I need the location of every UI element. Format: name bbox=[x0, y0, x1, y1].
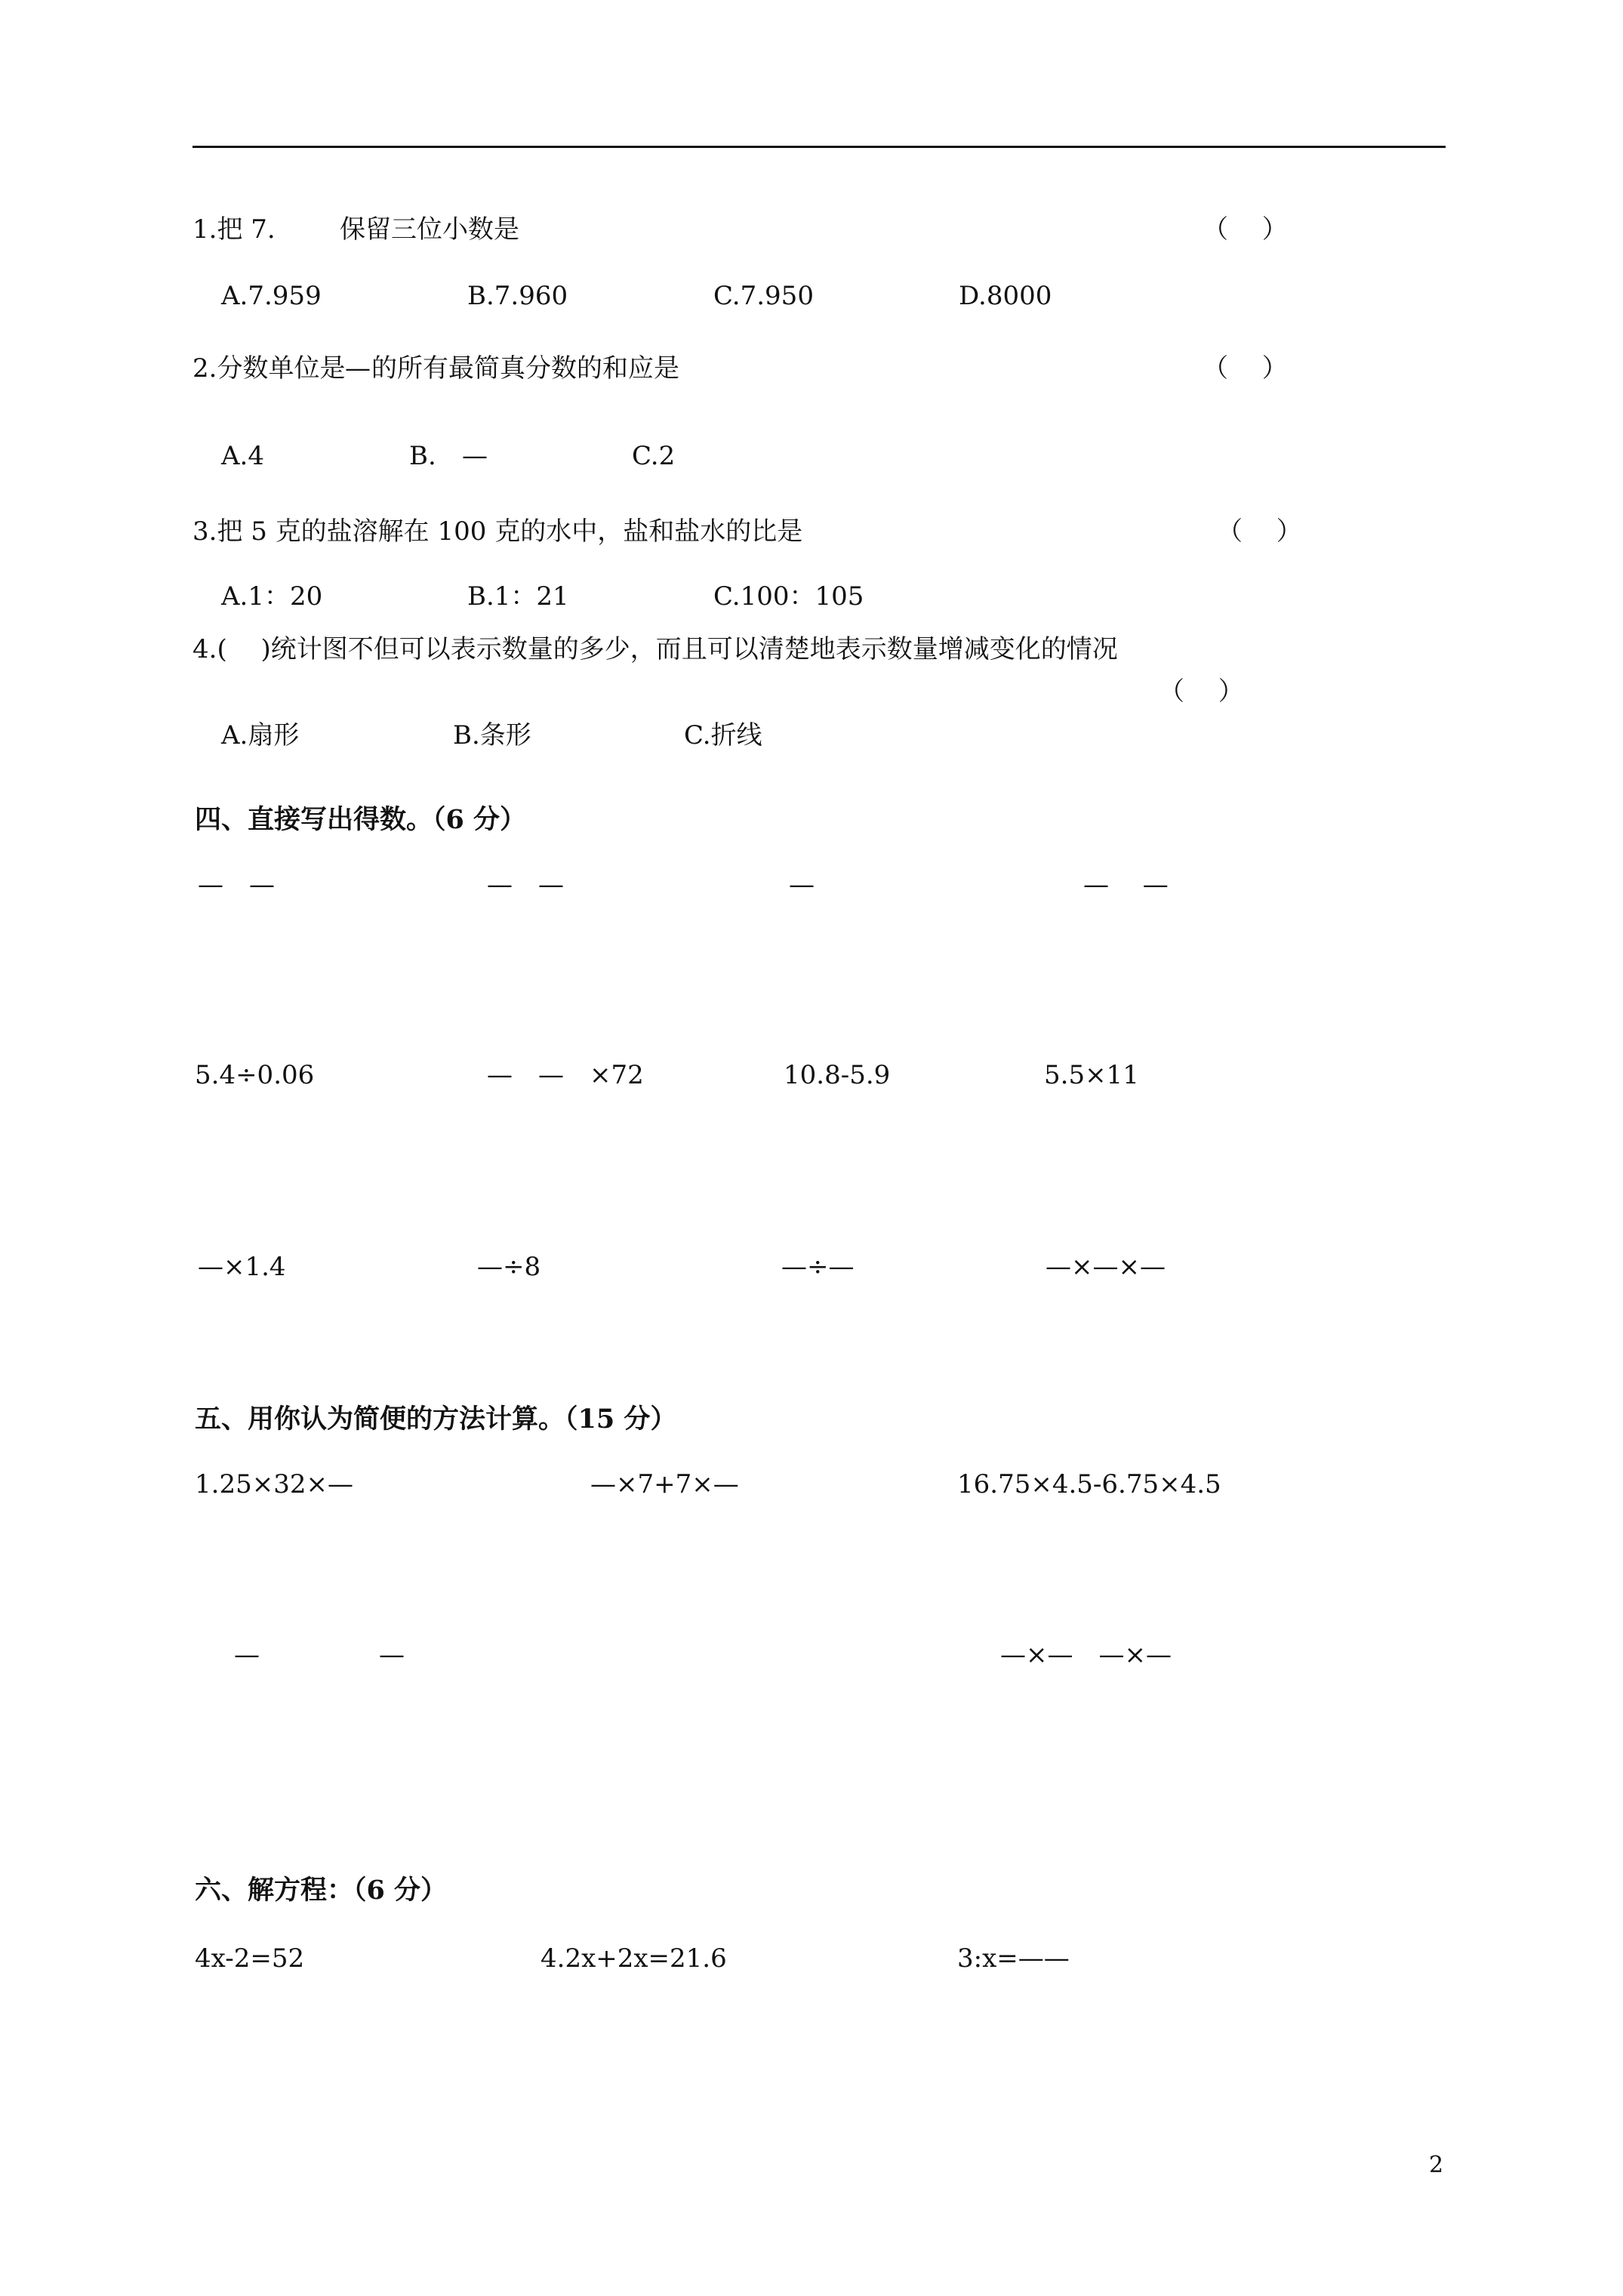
s4-r2-item3: 10.8-5.9 bbox=[784, 1060, 891, 1090]
q4-option-b: B.条形 bbox=[453, 720, 531, 750]
s5-r1-item1: 1.25×32×— bbox=[195, 1469, 353, 1499]
q2-prefix: 2.分数单位是 bbox=[192, 353, 346, 384]
s6-item2: 4.2x+2x=21.6 bbox=[540, 1943, 727, 1974]
q4-option-a: A.扇形 bbox=[221, 720, 300, 750]
s4-r2-item2: — — ×72 bbox=[487, 1060, 644, 1090]
q2-option-b: B. bbox=[409, 441, 436, 471]
s4-r1-item1: — — bbox=[198, 870, 275, 900]
section5-title: 五、用你认为简便的方法计算。（15 分） bbox=[195, 1404, 677, 1435]
section4-title: 四、直接写出得数。（6 分） bbox=[195, 804, 527, 835]
q3-option-c: C.100：105 bbox=[713, 581, 864, 612]
q1-option-a: A.7.959 bbox=[221, 281, 322, 311]
s5-r2-item3: —×— —×— bbox=[1000, 1640, 1172, 1670]
s4-r2-item4: 5.5×11 bbox=[1044, 1060, 1139, 1090]
s4-r1-item4: — — bbox=[1083, 870, 1169, 900]
s4-r2-item1: 5.4÷0.06 bbox=[195, 1060, 315, 1090]
q4-answer-paren: （ ） bbox=[1159, 676, 1244, 707]
q4-option-c: C.折线 bbox=[684, 720, 762, 750]
s5-r1-item2: —×7+7×— bbox=[590, 1469, 739, 1499]
section6-title: 六、解方程：（6 分） bbox=[195, 1875, 448, 1906]
q2-option-a: A.4 bbox=[221, 441, 264, 471]
q2-fraction: — bbox=[345, 353, 371, 384]
q3-option-a: A.1：20 bbox=[221, 581, 323, 612]
s4-r3-item2: —÷8 bbox=[477, 1252, 541, 1282]
s6-item3: 3:x=—— bbox=[957, 1943, 1070, 1974]
q1-suffix: 保留三位小数是 bbox=[340, 214, 519, 245]
s4-r3-item4: —×—×— bbox=[1046, 1252, 1166, 1282]
s5-r2-item1: — bbox=[234, 1640, 260, 1670]
q1-prefix: 1.把 7. bbox=[192, 214, 276, 245]
q4-text: 4.( )统计图不但可以表示数量的多少，而且可以清楚地表示数量增减变化的情况 bbox=[192, 634, 1118, 664]
s4-r3-item3: —÷— bbox=[781, 1252, 855, 1282]
q1-answer-paren: （ ） bbox=[1203, 214, 1288, 245]
q1-option-b: B.7.960 bbox=[467, 281, 568, 311]
s5-r2-item2: — bbox=[379, 1640, 405, 1670]
q2-suffix: 的所有最简真分数的和应是 bbox=[371, 353, 679, 384]
s4-r1-item3: — bbox=[789, 870, 815, 900]
s5-r1-item3: 16.75×4.5-6.75×4.5 bbox=[957, 1469, 1221, 1499]
q1-option-c: C.7.950 bbox=[713, 281, 814, 311]
q2-option-b-fraction: — bbox=[462, 441, 488, 471]
s4-r3-item1: —×1.4 bbox=[198, 1252, 286, 1282]
s4-r1-item2: — — bbox=[487, 870, 564, 900]
q3-answer-paren: （ ） bbox=[1217, 516, 1302, 547]
q3-option-b: B.1：21 bbox=[467, 581, 569, 612]
page-number: 2 bbox=[1429, 2152, 1444, 2178]
q2-answer-paren: （ ） bbox=[1203, 353, 1288, 384]
s6-item1: 4x-2=52 bbox=[195, 1943, 305, 1974]
q3-text: 3.把 5 克的盐溶解在 100 克的水中，盐和盐水的比是 bbox=[192, 516, 803, 547]
q2-option-c: C.2 bbox=[632, 441, 676, 471]
header-rule bbox=[192, 146, 1446, 148]
q1-option-d: D.8000 bbox=[959, 281, 1052, 311]
